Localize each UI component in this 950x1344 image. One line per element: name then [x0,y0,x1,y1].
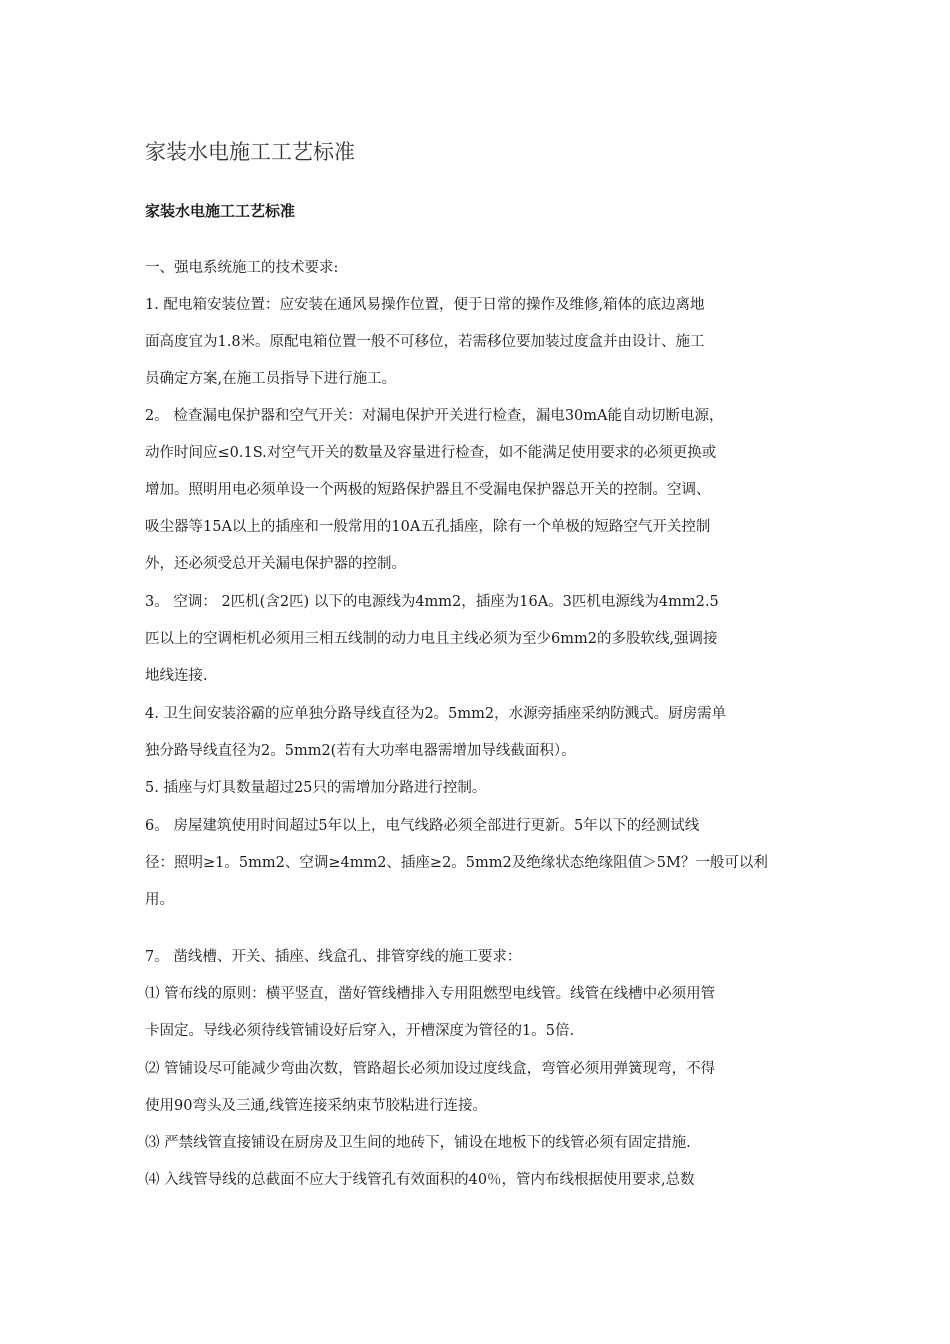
paragraph-line: 使用90弯头及三通,线管连接采纳束节胶粘进行连接。 [145,1098,488,1114]
paragraph-line: 2。 检查漏电保护器和空气开关：对漏电保护开关进行检查，漏电30mA能自动切断电源， [145,408,724,424]
paragraph-line: ⑶ 严禁线管直接铺设在厨房及卫生间的地砖下，铺设在地板下的线管必须有固定措施. [145,1135,691,1151]
paragraph-line: 地线连接. [145,668,208,684]
paragraph-line: 径：照明≥1。5mm2、空调≥4mm2、插座≥2。5mm2及绝缘状态绝缘阻值＞5M？一般可以利 [145,855,768,871]
paragraph-line: 卡固定。导线必须待线管铺设好后穿入，开槽深度为管径的1。5倍. [145,1023,575,1039]
paragraph-line: 用。 [145,892,174,908]
paragraph-line: 员确定方案,在施工员指导下进行施工。 [145,371,397,387]
paragraph-line: 匹以上的空调柜机必须用三相五线制的动力电且主线必须为至少6mm2的多股软线,强调接 [145,631,718,647]
paragraph-line: 4. 卫生间安装浴霸的应单独分路导线直径为2。5mm2，水源旁插座采纳防溅式。厨房需单 [145,706,727,722]
paragraph-line: ⑷ 入线管导线的总截面不应大于线管孔有效面积的40％，管内布线根据使用要求,总数 [145,1172,695,1188]
paragraph-line: 独分路导线直径为2。5mm2(若有大功率电器需增加导线截面积）。 [145,743,576,759]
paragraph-line: 面高度宜为1.8米。原配电箱位置一般不可移位，若需移位要加装过度盒并由设计、施工 [145,334,705,350]
paragraph-line: 动作时间应≤0.1S.对空气开关的数量及容量进行检查，如不能满足使用要求的必须更换或 [145,445,717,461]
paragraph-line: 7。 凿线槽、开关、插座、线盒孔、排管穿线的施工要求： [145,949,522,965]
paragraph-line: 增加。照明用电必须单设一个两极的短路保护器且不受漏电保护器总开关的控制。空调、 [145,482,711,498]
paragraph-line: 外，还必须受总开关漏电保护器的控制。 [145,556,406,572]
paragraph-line: 1. 配电箱安装位置：应安装在通风易操作位置，便于日常的操作及维修,箱体的底边离地 [145,297,705,313]
paragraph-line: ⑴ 管布线的原则：横平竖直，凿好管线槽排入专用阻燃型电线管。线管在线槽中必须用管 [145,986,716,1002]
paragraph-line: 5. 插座与灯具数量超过25只的需增加分路进行控制。 [145,780,487,796]
document-subtitle: 家装水电施工工艺标准 [145,202,296,220]
paragraph-line: 6。 房屋建筑使用时间超过5年以上，电气线路必须全部进行更新。5年以下的经测试线 [145,818,700,834]
section-heading: 一、强电系统施工的技术要求: [145,260,339,276]
paragraph-line: 吸尘器等15A以上的插座和一般常用的10A五孔插座，除有一个单极的短路空气开关控制 [145,519,711,535]
paragraph-line: 3。 空调： 2匹机(含2匹) 以下的电源线为4mm2，插座为16A。3匹机电源线为4mm2.5 [145,594,719,610]
document-title: 家装水电施工工艺标准 [145,140,355,164]
paragraph-line: ⑵ 管铺设尽可能减少弯曲次数，管路超长必须加设过度线盒，弯管必须用弹簧现弯，不得 [145,1061,716,1077]
